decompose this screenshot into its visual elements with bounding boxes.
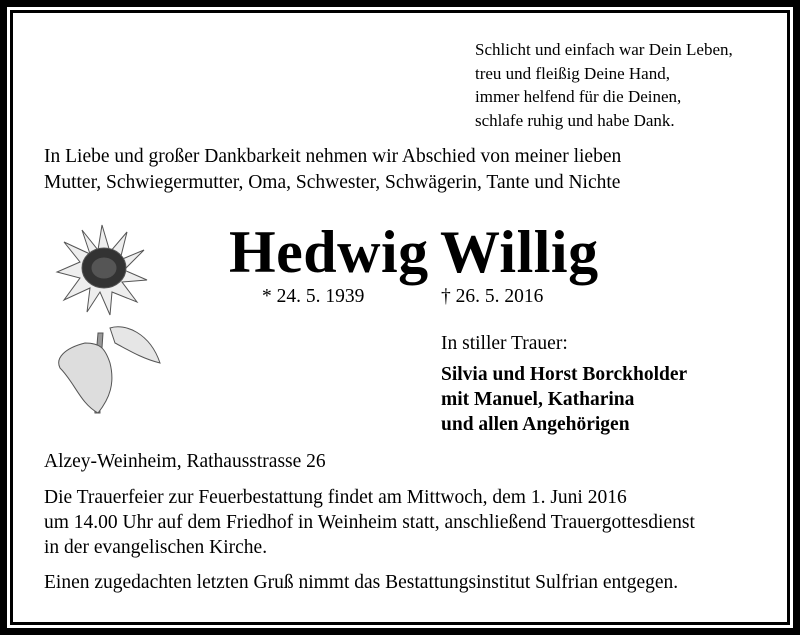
birth-date: * 24. 5. 1939 <box>262 286 365 307</box>
last-name: Willig <box>440 219 599 285</box>
intro-line: In Liebe und großer Dankbarkeit nehmen wir Abschied von meiner lieben <box>44 146 622 167</box>
verse-line: treu und fleißig Deine Hand, <box>475 63 670 83</box>
ceremony-line: um 14.00 Uhr auf dem Friedhof in Weinheim statt, anschließend Trauergottesdienst <box>44 512 695 533</box>
intro-text <box>44 144 621 196</box>
death-date: † 26. 5. 2016 <box>441 286 544 307</box>
ceremony-line: Die Trauerfeier zur Feuerbestattung findet am Mittwoch, dem 1. Juni 2016 <box>44 487 627 508</box>
sunflower-icon <box>40 218 170 418</box>
verse-line: Schlicht und einfach war Dein Leben, <box>475 40 733 59</box>
family-line: mit Manuel, Katharina <box>441 389 635 410</box>
verse-line: immer helfend für die Deinen, <box>475 87 682 106</box>
verse-line: schlafe ruhig und habe Dank. <box>475 110 675 130</box>
family-line: Silvia und Horst Borckholder <box>441 364 688 385</box>
ceremony-text <box>44 485 695 560</box>
closing-text: Einen zugedachten letzten Gruß nimmt das Bestattungsinstitut Sulfrian entgegen. <box>44 572 679 593</box>
first-name: Hedwig <box>229 219 429 285</box>
family-names <box>441 362 687 437</box>
verse <box>475 38 733 132</box>
ceremony-line: in der evangelischen Kirche. <box>44 537 268 558</box>
mourning-label: In stiller Trauer: <box>441 333 568 354</box>
family-line: und allen Angehörigen <box>441 414 630 435</box>
intro-line: Mutter, Schwiegermutter, Oma, Schwester, Schwägerin, Tante und Nichte <box>44 172 621 193</box>
address: Alzey-Weinheim, Rathausstrasse 26 <box>44 451 326 472</box>
